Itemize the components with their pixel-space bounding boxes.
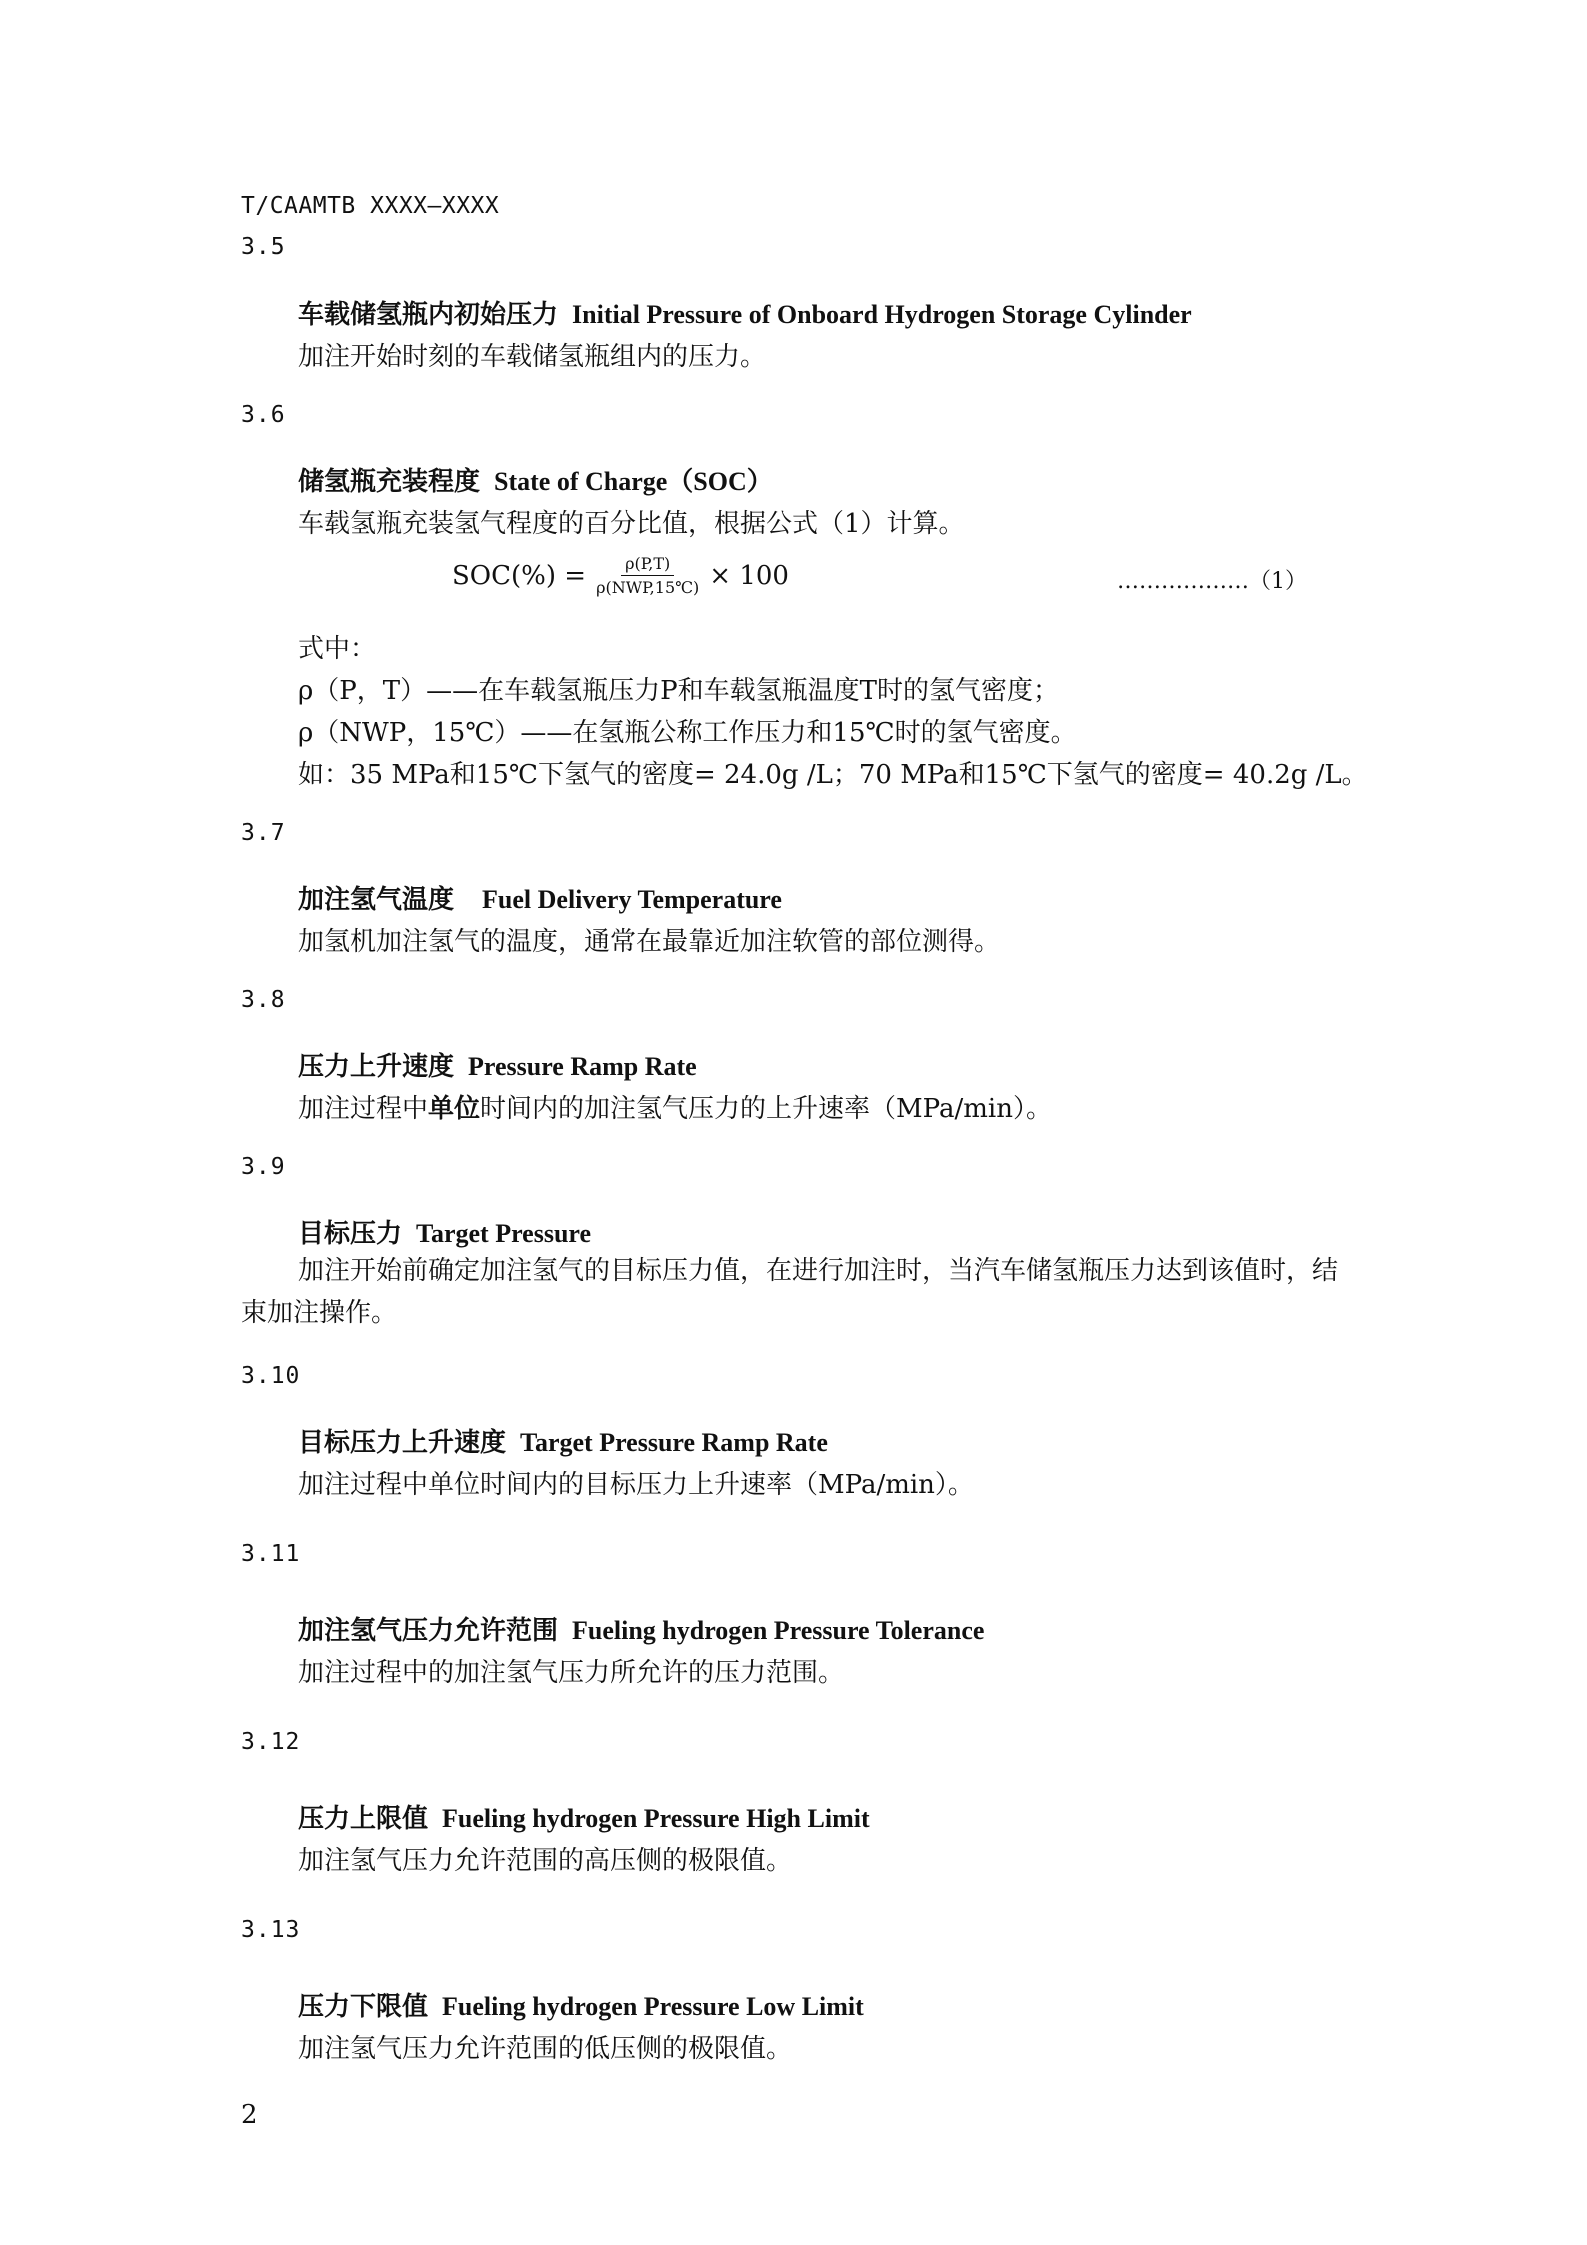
where-line-2: ρ（NWP，15℃）——在氢瓶公称工作压力和15℃时的氢气密度。 (298, 718, 1077, 748)
term-en: Initial Pressure of Onboard Hydrogen Storage Cylinder (572, 300, 1192, 329)
equation-label: （1） (1249, 569, 1307, 594)
term-definition (298, 1088, 1052, 1125)
formula-numerator: ρ(P,T) (621, 554, 674, 576)
formula-lhs: SOC(%) = (452, 560, 587, 591)
clause-number: 3.9 (241, 1154, 286, 1180)
term-heading (298, 1422, 828, 1459)
term-heading (298, 1610, 984, 1647)
clause-number: 3.10 (241, 1363, 301, 1389)
term-definition: 加注开始前确定加注氢气的目标压力值，在进行加注时，当汽车储氢瓶压力达到该值时，结束加注操作。 (241, 1256, 1339, 1328)
formula-rhs: × 100 (709, 560, 789, 591)
where-intro: 式中： (298, 634, 377, 664)
term-heading (298, 879, 782, 916)
term-cn: 压力上限值 (298, 1804, 429, 1834)
term-cn: 压力上升速度 (298, 1052, 455, 1082)
term-definition: 车载氢瓶充装氢气程度的百分比值，根据公式（1）计算。 (298, 509, 965, 539)
term-heading (298, 1986, 864, 2023)
equation-number (1117, 564, 1307, 595)
term-heading (298, 294, 1192, 331)
term-en: Fuel Delivery Temperature (482, 885, 782, 914)
term-en: State of Charge（SOC） (494, 467, 773, 496)
term-cn: 加注氢气温度 (298, 885, 455, 915)
term-heading (298, 461, 773, 498)
clause-number: 3.8 (241, 987, 286, 1013)
term-definition: 加氢机加注氢气的温度，通常在最靠近加注软管的部位测得。 (298, 927, 1001, 957)
clause-number: 3.12 (241, 1729, 301, 1755)
formula-denominator: ρ(NWP,15℃) (596, 578, 700, 597)
term-en: Target Pressure Ramp Rate (520, 1428, 828, 1457)
term-heading (298, 1798, 870, 1835)
clause-number: 3.5 (241, 234, 286, 260)
where-line-1: ρ（P，T）——在车载氢瓶压力P和车载氢瓶温度T时的氢气密度； (298, 676, 1059, 706)
term-en: Pressure Ramp Rate (468, 1052, 697, 1081)
clause-number: 3.11 (241, 1541, 301, 1567)
definition-part: 时间内的加注氢气压力的上升速率（MPa/min）。 (480, 1094, 1052, 1124)
term-en: Fueling hydrogen Pressure Low Limit (442, 1992, 864, 2021)
equation-leader: ……………… (1117, 569, 1249, 594)
term-definition: 加注氢气压力允许范围的低压侧的极限值。 (298, 2034, 793, 2064)
term-en: Target Pressure (416, 1219, 592, 1248)
formula-fraction (592, 554, 703, 597)
term-en: Fueling hydrogen Pressure High Limit (442, 1804, 870, 1833)
clause-number: 3.13 (241, 1917, 301, 1943)
standard-header: T/CAAMTB XXXX—XXXX (241, 193, 500, 219)
term-definition: 加注氢气压力允许范围的高压侧的极限值。 (298, 1846, 793, 1876)
soc-formula (452, 554, 789, 597)
clause-number: 3.7 (241, 820, 286, 846)
term-cn: 车载储氢瓶内初始压力 (298, 300, 559, 330)
density-example: 如：35 MPa和15℃下氢气的密度= 24.0g /L；70 MPa和15℃下氢气的密度= 40.2g /L。 (298, 760, 1368, 790)
term-cn: 目标压力上升速度 (298, 1428, 507, 1458)
clause-number: 3.6 (241, 402, 286, 428)
definition-emphasis: 单位 (428, 1094, 481, 1124)
term-en: Fueling hydrogen Pressure Tolerance (572, 1616, 985, 1645)
term-definition: 加注开始时刻的车载储氢瓶组内的压力。 (298, 342, 767, 372)
term-heading (298, 1046, 697, 1083)
term-cn: 压力下限值 (298, 1992, 429, 2022)
term-cn: 目标压力 (298, 1219, 403, 1249)
term-definition: 加注过程中的加注氢气压力所允许的压力范围。 (298, 1658, 845, 1688)
term-heading (298, 1213, 591, 1250)
page-number: 2 (241, 2100, 258, 2130)
definition-part: 加注过程中 (298, 1094, 429, 1124)
term-definition: 加注过程中单位时间内的目标压力上升速率（MPa/min）。 (298, 1470, 974, 1500)
term-cn: 加注氢气压力允许范围 (298, 1616, 559, 1646)
term-cn: 储氢瓶充装程度 (298, 467, 481, 497)
